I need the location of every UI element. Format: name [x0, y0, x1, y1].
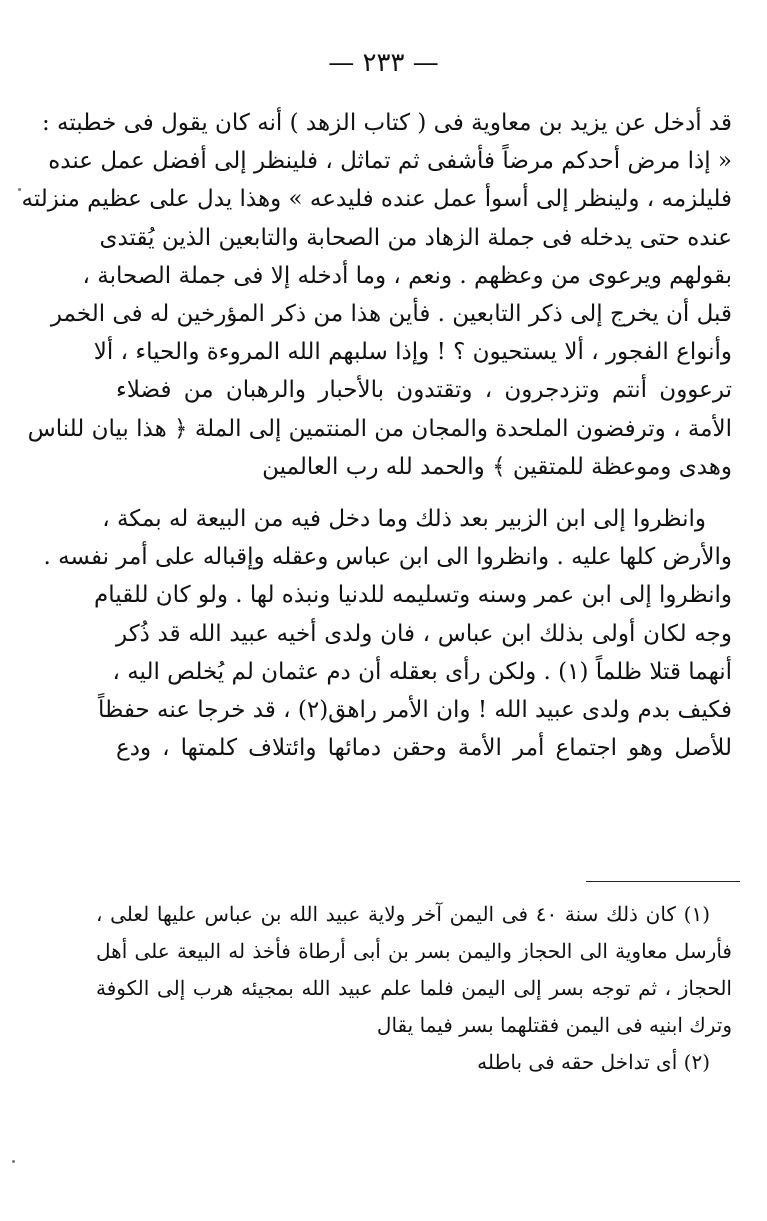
paragraph-gap	[116, 486, 732, 500]
footnote-line: (١) كان ذلك سنة ٤٠ فى اليمن آخر ولاية عبيد الله بن عباس عليها لعلى ،	[96, 902, 710, 926]
text-line: بقولهم ويرعوى من وعظهم . ونعم ، وما أدخله إلا فى جملة الصحابة ،	[82, 262, 732, 289]
text-line: ترعوون أنتم وتزدجرون ، وتقتدون بالأحبار والرهبان من فضلاء	[116, 377, 732, 404]
footnote-line: الحجاز ، ثم توجه بسر إلى اليمن فلما علم عبيد الله بمجيئه هرب إلى الكوفة	[96, 976, 732, 1000]
text-line: وأنواع الفجور ، ألا يستحيون ؟ ! وإذا سلبهم الله المروءة والحياء ، ألا	[93, 339, 732, 366]
text-line: والأرض كلها عليه . وانظروا الى ابن عباس وعقله وإقباله على أمر نفسه .	[43, 544, 732, 571]
footnote-line: (٢) أى تداخل حقه فى باطله	[477, 1050, 710, 1074]
text-line: فكيف بدم ولدى عبيد الله ! وان الأمر راهق(٢) ، قد خرجا عنه حفظاً	[97, 697, 732, 724]
text-line: قبل أن يخرج إلى ذكر التابعين . فأين هذا من ذكر المؤرخين له فى الخمر	[50, 301, 732, 328]
main-text	[21, 104, 732, 767]
text-line: « إذا مرض أحدكم مرضاً فأشفى ثم تماثل ، فلينظر إلى أفضل عمل عنده	[48, 148, 732, 175]
text-line: وانظروا إلى ابن الزبير بعد ذلك وما دخل فيه من البيعة له بمكة ،	[102, 506, 706, 533]
text-line: وجه لكان أولى بذلك ابن عباس ، فان ولدى أخيه عبيد الله قد ذُكر	[116, 620, 732, 647]
footnotes	[96, 896, 732, 1081]
footnote-line: فأرسل معاوية الى الحجاز واليمن بسر بن أبى أرطاة فأخذ له البيعة على أهل	[96, 939, 732, 963]
scan-speck	[12, 1160, 15, 1163]
text-line: فليلزمه ، ولينظر إلى أسوأ عمل عنده فليدعه » وهذا يدل على عظيم منزلته	[21, 186, 732, 213]
footnote-separator	[586, 881, 740, 882]
text-line: أنهما قتلا ظلماً (١) . ولكن رأى بعقله أن دم عثمان لم يُخلص اليه ،	[112, 658, 732, 685]
scan-speck	[18, 188, 21, 191]
text-line: عنده حتى يدخله فى جملة الزهاد من الصحابة والتابعين الذين يُقتدى	[99, 224, 732, 251]
footnote-line: وترك ابنيه فى اليمن فقتلهما بسر فيما يقال	[376, 1013, 732, 1037]
text-line: قد أدخل عن يزيد بن معاوية فى ( كتاب الزهد ) أنه كان يقول فى خطبته :	[41, 110, 732, 136]
text-line: وانظروا إلى ابن عمر وسنه وتسليمه للدنيا ونبذه لها . ولو كان للقيام	[94, 582, 732, 609]
page-number: — ٢٣٣ —	[328, 48, 439, 78]
text-line: للأصل وهو اجتماع أمر الأمة وحقن دمائها وائتلاف كلمتها ، ودع	[116, 735, 732, 762]
text-line: وهدى وموعظة للمتقين ﴾ والحمد لله رب العالمين	[262, 453, 732, 480]
text-line: الأمة ، وترفضون الملحدة والمجان من المنتمين إلى الملة ﴿ هذا بيان للناس	[27, 415, 732, 442]
